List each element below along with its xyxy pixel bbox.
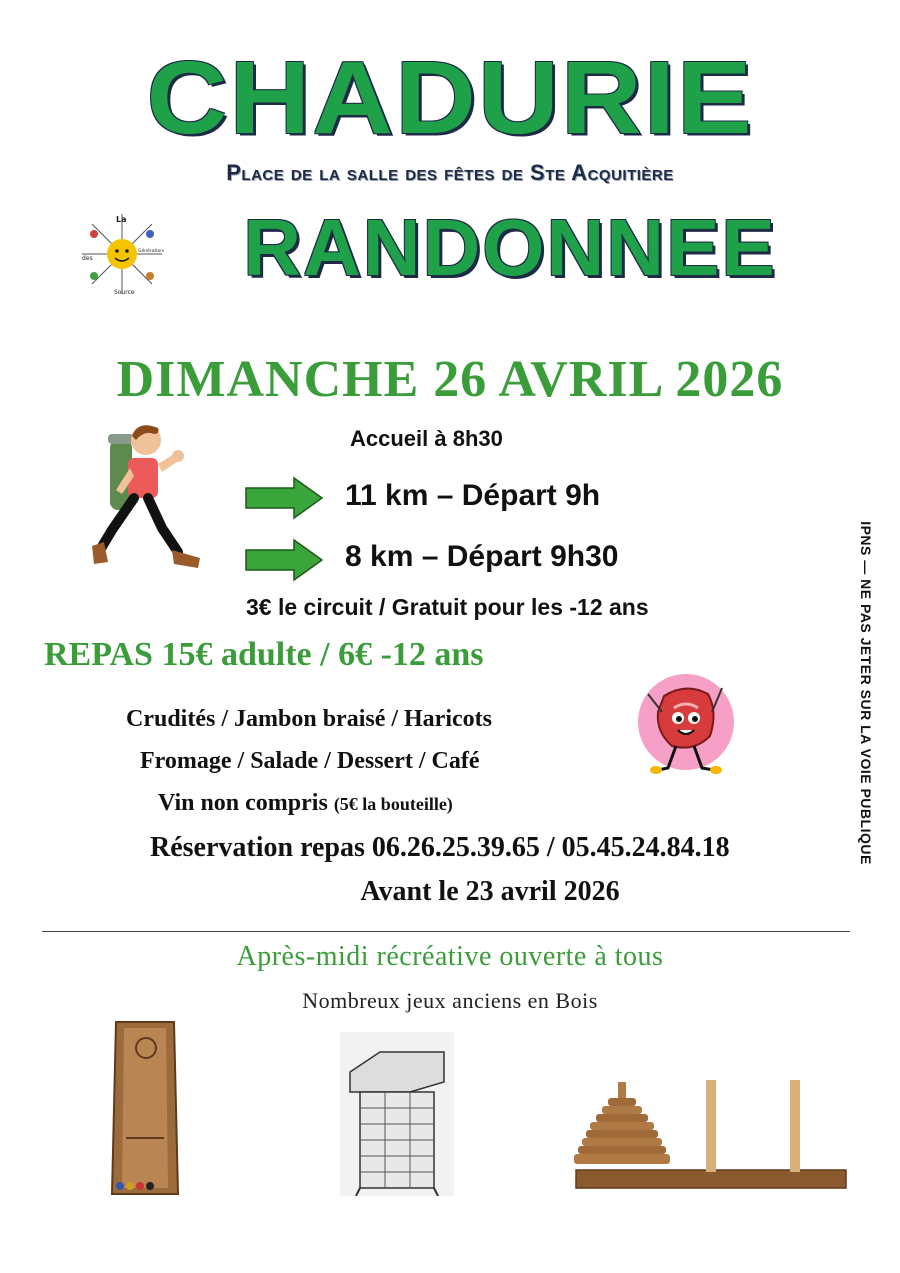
walk-price: 3€ le circuit / Gratuit pour les -12 ans <box>246 594 649 620</box>
meal-title: REPAS 15€ adulte / 6€ -12 ans <box>44 636 484 673</box>
logo-text-bottom: Source <box>114 289 135 296</box>
logo-text-left: des <box>82 255 93 262</box>
side-legal-text: IPNS — NE PAS JETER SUR LA VOIE PUBLIQUE <box>858 521 874 865</box>
association-logo <box>80 212 164 296</box>
menu-line-1: Crudités / Jambon braisé / Haricots <box>126 706 492 732</box>
route-8km: 8 km – Départ 9h30 <box>345 540 619 573</box>
side-legal-note <box>856 498 876 888</box>
reservation-phones: Réservation repas 06.26.25.39.65 / 05.45.24.84.18 <box>150 832 730 863</box>
afternoon-title: Après-midi récréative ouverte à tous <box>236 941 664 972</box>
logo-text-right: Générations <box>138 249 164 254</box>
menu-line-2: Fromage / Salade / Dessert / Café <box>140 748 480 774</box>
event-title: RANDONNEE <box>243 203 777 292</box>
route-11km: 11 km – Départ 9h <box>345 479 601 512</box>
tower-of-hanoi-image <box>572 1076 850 1194</box>
welcome-time: Accueil à 8h30 <box>350 426 503 451</box>
event-date: DIMANCHE 26 AVRIL 2026 <box>116 351 784 408</box>
hiker-illustration <box>88 420 208 580</box>
wine-price: (5€ la bouteille) <box>333 794 453 814</box>
arrow-right-icon <box>244 538 324 582</box>
venue-subtitle: Place de la salle des fêtes de Ste Acquitière <box>226 160 674 185</box>
section-divider <box>42 931 850 932</box>
afternoon-subtitle: Nombreux jeux anciens en Bois <box>302 988 598 1013</box>
wine-note: Vin non compris <box>158 790 328 816</box>
menu-line-3 <box>158 790 453 817</box>
wooden-board-game-image <box>106 1018 184 1198</box>
meat-mascot-illustration <box>634 672 738 780</box>
main-title: CHADURIE <box>146 40 754 156</box>
wooden-table-game-image <box>340 1032 454 1196</box>
arrow-right-icon <box>244 476 324 520</box>
reservation-deadline: Avant le 23 avril 2026 <box>360 876 620 907</box>
logo-text-top: La <box>116 215 127 224</box>
